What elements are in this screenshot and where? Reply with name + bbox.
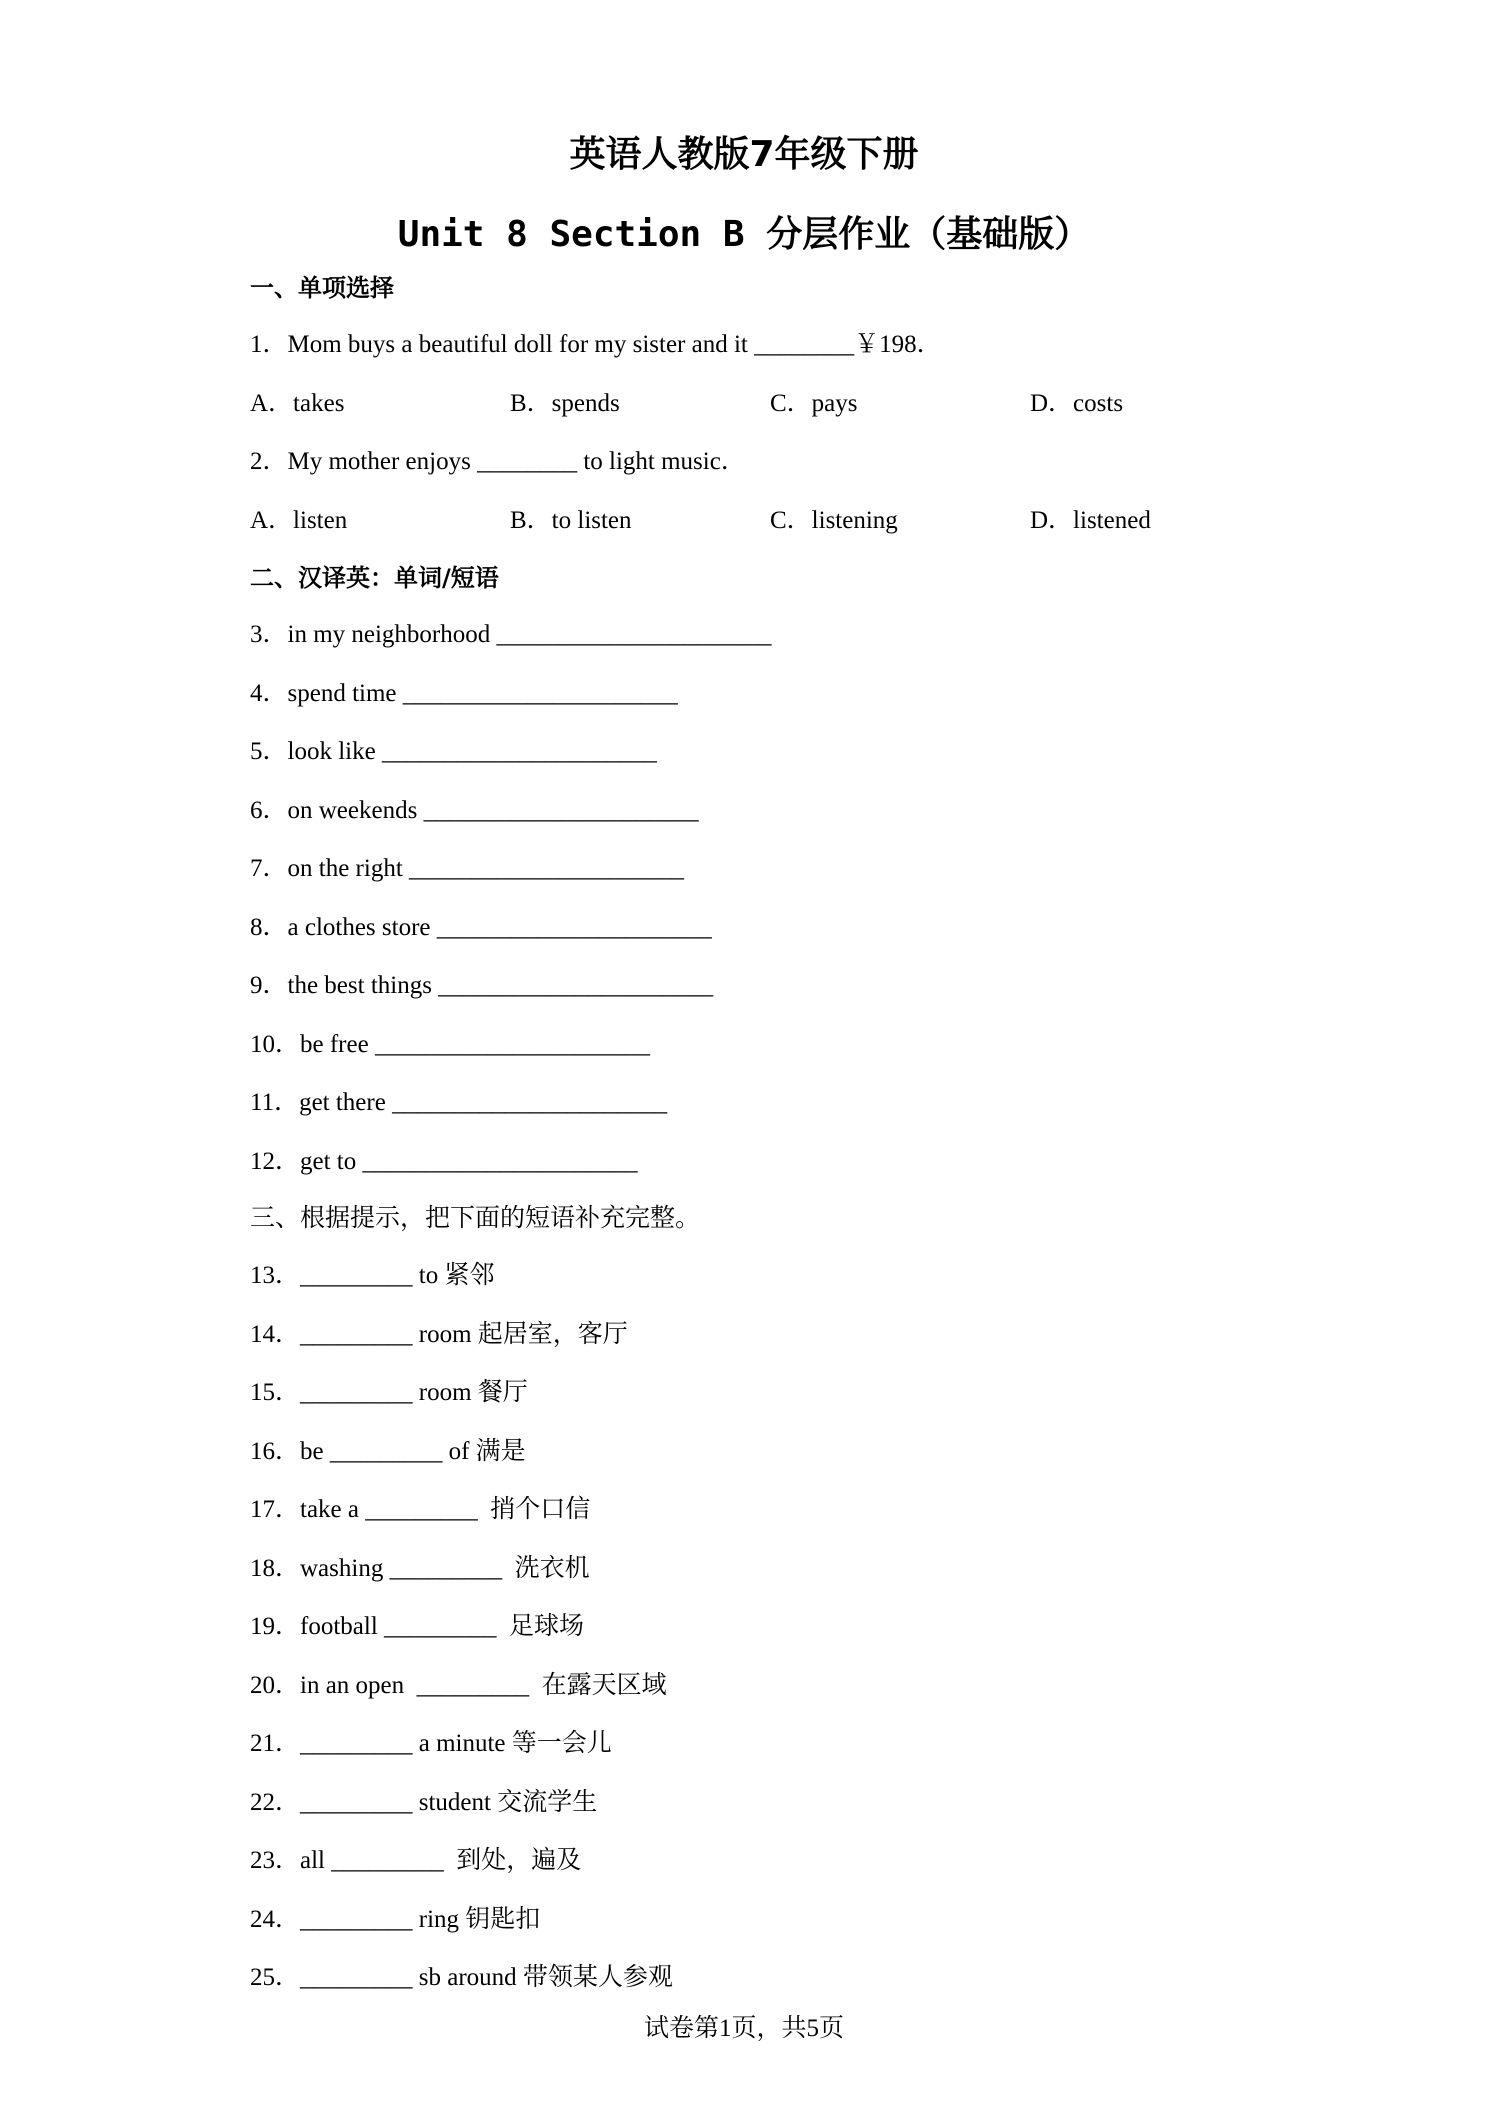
question-3: 3．in my neighborhood ______________________: [250, 621, 772, 648]
option-a: A．takes: [250, 389, 345, 417]
question-6: 6．on weekends ______________________: [250, 796, 699, 824]
section-heading-complete-phrases: 三、根据提示，把下面的短语补充完整。: [250, 1205, 701, 1232]
question-2: 2．My mother enjoys ________ to light music．: [250, 448, 746, 475]
option-a: A．listen: [250, 506, 348, 534]
option-d: D．listened: [1030, 506, 1151, 534]
option-b: B．to listen: [510, 506, 632, 534]
question-20: 20．in an open _________ 在露天区域: [250, 1671, 667, 1699]
question-1: 1．Mom buys a beautiful doll for my sister and it ________￥198．: [250, 331, 942, 358]
option-b: B．spends: [510, 389, 620, 417]
page-footer: 试卷第1页，共5页: [643, 2015, 844, 2042]
question-18: 18．washing _________ 洗衣机: [250, 1554, 590, 1582]
question-9: 9．the best things ______________________: [250, 972, 714, 999]
question-15: 15．_________ room 餐厅: [250, 1379, 528, 1406]
question-4: 4．spend time ______________________: [250, 679, 678, 707]
document-title: 英语人教版7年级下册: [569, 134, 919, 175]
question-25: 25．_________ sb around 带领某人参观: [250, 1964, 673, 1991]
question-7: 7．on the right ______________________: [250, 855, 685, 882]
question-21: 21．_________ a minute 等一会儿: [250, 1730, 612, 1757]
section-heading-single-choice: 一、单项选择: [250, 274, 394, 302]
option-c: C．listening: [770, 506, 898, 534]
option-d: D．costs: [1030, 389, 1124, 417]
document-subtitle: Unit 8 Section B 分层作业（基础版）: [397, 214, 1091, 255]
question-19: 19．football _________ 足球场: [250, 1613, 585, 1640]
question-2-options: [250, 504, 1350, 563]
question-12: 12．get to ______________________: [250, 1147, 638, 1175]
section-heading-translation: 二、汉译英：单词/短语: [250, 564, 499, 592]
option-c: C．pays: [770, 389, 858, 417]
question-17: 17．take a _________ 捎个口信: [250, 1496, 591, 1523]
question-23: 23．all _________ 到处，遍及: [250, 1847, 582, 1874]
question-24: 24．_________ ring 钥匙扣: [250, 1905, 541, 1933]
question-1-options: [250, 387, 1350, 446]
question-10: 10．be free ______________________: [250, 1030, 650, 1058]
question-13: 13．_________ to 紧邻: [250, 1262, 495, 1289]
question-14: 14．_________ room 起居室，客厅: [250, 1320, 628, 1348]
exam-content: [250, 272, 1350, 2020]
question-11: 11．get there ______________________: [250, 1089, 668, 1116]
question-16: 16．be _________ of 满是: [250, 1437, 526, 1465]
question-5: 5．look like ______________________: [250, 738, 657, 765]
question-8: 8．a clothes store ______________________: [250, 913, 712, 941]
question-22: 22．_________ student 交流学生: [250, 1788, 598, 1816]
